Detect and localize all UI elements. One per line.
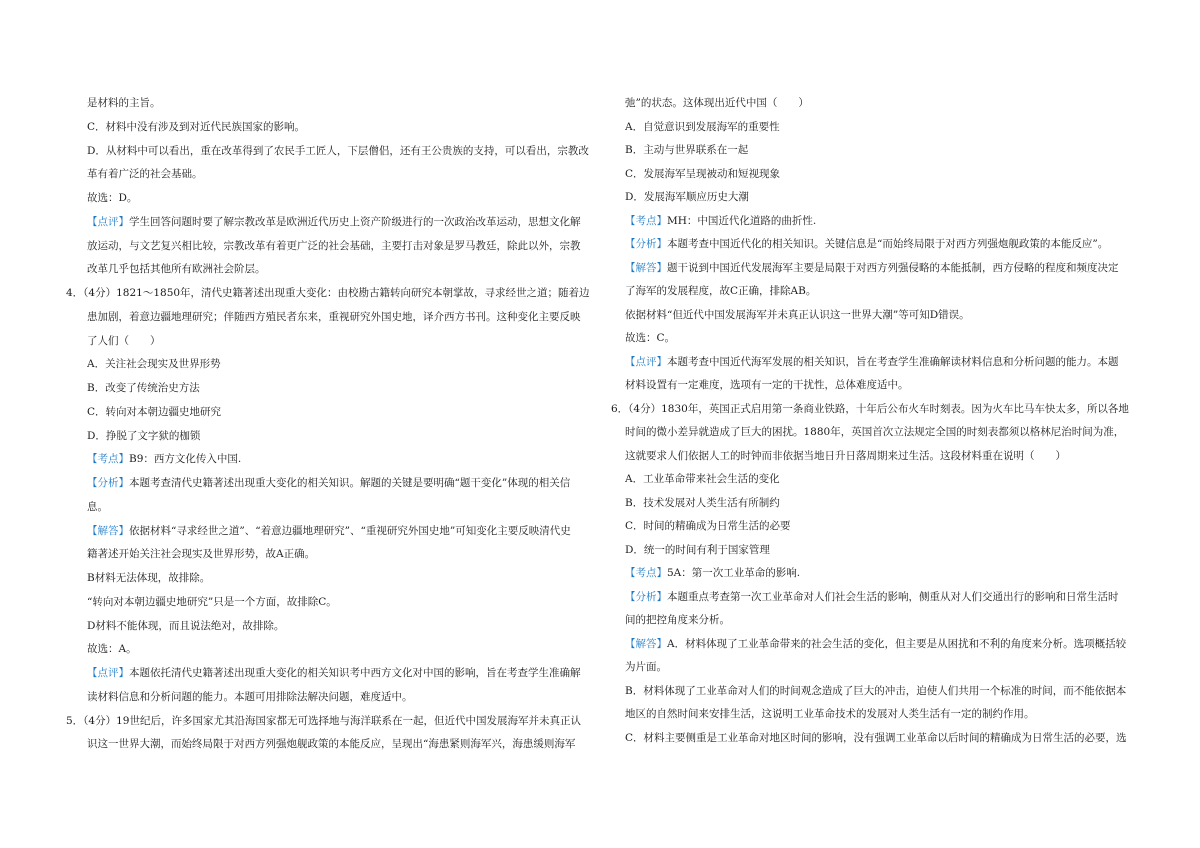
line-text: 读材料信息和分析问题的能力。本题可用排除法解决问题，难度适中。 bbox=[87, 690, 413, 703]
text-line bbox=[625, 167, 1160, 181]
line-text: 是材料的主旨。 bbox=[87, 97, 161, 109]
text-line bbox=[625, 308, 1160, 322]
text-line bbox=[87, 357, 622, 371]
line-text: 依据材料“但近代中国发展海军并未真正认识这一世界大潮”等可知D错误。 bbox=[625, 308, 970, 321]
line-text: B．技术发展对人类生活有所制约 bbox=[625, 496, 780, 509]
text-line bbox=[625, 496, 1160, 510]
text-line bbox=[87, 666, 622, 680]
text-line bbox=[87, 215, 622, 229]
annotation-tag: 【点评】 bbox=[625, 355, 667, 368]
line-text: C．材料中没有涉及到对近代民族国家的影响。 bbox=[87, 120, 306, 133]
line-text: 了海军的发展程度，故C正确，排除AB。 bbox=[625, 285, 817, 297]
text-line bbox=[625, 707, 1160, 721]
text-line bbox=[87, 167, 622, 181]
line-text: 本题依托清代史籍著述出现重大变化的相关知识考中西方文化对中国的影响，旨在考查学生准确解 bbox=[129, 667, 581, 679]
line-text: MH：中国近代化道路的曲折性. bbox=[667, 214, 817, 227]
text-line bbox=[87, 191, 622, 205]
line-text: 地区的自然时间来安排生活，这说明工业革命技术的发展对人类生活有一定的制约作用。 bbox=[625, 708, 1035, 720]
text-line bbox=[87, 452, 622, 466]
text-line bbox=[87, 381, 622, 395]
annotation-tag: 【分析】 bbox=[625, 590, 667, 603]
line-text: 患加剧，着意边疆地理研究；伴随西方殖民者东来，重视研究外国史地，译介西方书刊。这种变化主要反映 bbox=[87, 310, 581, 323]
line-text: A．自觉意识到发展海军的重要性 bbox=[625, 120, 780, 133]
text-line bbox=[625, 378, 1160, 392]
text-line bbox=[625, 590, 1160, 604]
text-line bbox=[87, 690, 622, 704]
line-text: 时间的微小差异就造成了巨大的困扰。1880年，英国首次立法规定全国的时刻表都须以格林尼治时间为准， bbox=[625, 426, 1125, 438]
line-text: C．发展海军呈现被动和短视现象 bbox=[625, 167, 781, 180]
text-line bbox=[625, 613, 1160, 627]
line-text: A．材料体现了工业革命带来的社会生活的变化，但主要是从困扰和不利的角度来分析。选项概括较 bbox=[667, 637, 1127, 650]
text-line bbox=[625, 190, 1160, 204]
text-line bbox=[87, 96, 622, 110]
text-line bbox=[625, 261, 1160, 275]
text-line bbox=[625, 731, 1160, 745]
line-text: 这就要求人们依据人工的时钟而非依据当地日升日落周期来过生活。这段材料重在说明（ ） bbox=[625, 449, 1066, 462]
text-line bbox=[625, 519, 1160, 533]
line-text: D．发展海军顺应历史大潮 bbox=[625, 191, 749, 203]
line-text: 本题考查中国近代海军发展的相关知识，旨在考查学生准确解读材料信息和分析问题的能力。本题 bbox=[667, 355, 1119, 368]
line-text: C．时间的精确成为日常生活的必要 bbox=[625, 520, 791, 532]
text-line bbox=[87, 571, 622, 585]
text-line bbox=[87, 595, 622, 609]
line-text: 为片面。 bbox=[625, 661, 667, 673]
text-line bbox=[625, 637, 1160, 651]
line-text: D．挣脱了文字狱的枷锁 bbox=[87, 429, 201, 442]
line-text: 籍著述开始关注社会现实及世界形势，故A正确。 bbox=[87, 548, 316, 561]
line-text: A．工业革命带来社会生活的变化 bbox=[625, 473, 780, 485]
text-line bbox=[625, 214, 1160, 228]
line-text: 5．（4分）19世纪后，许多国家尤其沿海国家都无可选择地与海洋联系在一起，但近代中国发展海军并未真正认 bbox=[66, 714, 581, 727]
text-line bbox=[87, 262, 622, 276]
annotation-tag: 【分析】 bbox=[625, 238, 667, 250]
text-line bbox=[87, 524, 622, 538]
annotation-tag: 【解答】 bbox=[87, 524, 129, 537]
text-line bbox=[87, 239, 622, 253]
line-text: 故选：A。 bbox=[87, 643, 137, 656]
annotation-tag: 【分析】 bbox=[87, 477, 129, 489]
text-line bbox=[87, 334, 622, 348]
annotation-tag: 【解答】 bbox=[625, 261, 667, 274]
line-text: 5A：第一次工业革命的影响. bbox=[667, 567, 801, 579]
line-text: 依据材料“寻求经世之道”、“着意边疆地理研究”、“重视研究外国史地”可知变化主要反映清代史 bbox=[129, 524, 571, 537]
line-text: A．关注社会现实及世界形势 bbox=[87, 358, 221, 371]
line-text: D．从材料中可以看出，重在改革得到了农民手工匠人，下层僧侣，还有王公贵族的支持，可以看出，宗教改 bbox=[87, 144, 589, 157]
text-line bbox=[625, 120, 1160, 134]
text-line bbox=[625, 284, 1160, 298]
text-line bbox=[625, 449, 1160, 463]
text-line bbox=[87, 619, 622, 633]
line-text: B．材料体现了工业革命对人们的时间观念造成了巨大的冲击，迫使人们共用一个标准的时间，而不能依据本 bbox=[625, 684, 1127, 697]
text-line bbox=[87, 120, 622, 134]
annotation-tag: 【考点】 bbox=[87, 453, 129, 466]
text-line bbox=[87, 476, 622, 490]
line-text: 本题重点考查第一次工业革命对人们社会生活的影响，侧重从对人们交通出行的影响和日常生活时 bbox=[667, 590, 1119, 603]
text-line bbox=[611, 402, 1146, 416]
line-text: C．转向对本朝边疆史地研究 bbox=[87, 405, 222, 418]
line-text: 材料设置有一定难度，选项有一定的干扰性，总体难度适中。 bbox=[625, 379, 909, 391]
text-line bbox=[87, 144, 622, 158]
line-text: 本题考查清代史籍著述出现重大变化的相关知识。解题的关键是要明确“题干变化”体现的相关信 bbox=[129, 477, 571, 489]
line-text: B材料无法体现，故排除。 bbox=[87, 572, 211, 584]
text-line bbox=[625, 472, 1160, 486]
line-text: “转向对本朝边疆史地研究”只是一个方面，故排除C。 bbox=[87, 595, 337, 608]
text-line bbox=[87, 405, 622, 419]
line-text: B9：西方文化传入中国. bbox=[129, 453, 242, 466]
line-text: 故选：D。 bbox=[87, 192, 138, 204]
line-text: 息。 bbox=[87, 500, 108, 513]
text-line bbox=[625, 143, 1160, 157]
line-text: 革有着广泛的社会基础。 bbox=[87, 168, 203, 181]
line-text: 弛”的状态。这体现出近代中国（ ） bbox=[625, 97, 809, 109]
text-line bbox=[87, 642, 622, 656]
line-text: 题干说到中国近代发展海军主要是局限于对西方列强侵略的本能抵制，西方侵略的程度和频度决定 bbox=[667, 261, 1119, 274]
line-text: B．改变了传统治史方法 bbox=[87, 382, 200, 394]
line-text: 本题考查中国近代化的相关知识。关键信息是“而始终局限于对西方列强炮舰政策的本能反应”。 bbox=[667, 238, 1109, 250]
text-line bbox=[625, 684, 1160, 698]
line-text: 学生回答问题时要了解宗教改革是欧洲近代历史上资产阶级进行的一次政治改革运动，思想文化解 bbox=[129, 215, 581, 228]
text-line bbox=[625, 331, 1160, 345]
line-text: 放运动，与文艺复兴相比较，宗教改革有着更广泛的社会基础，主要打击对象是罗马教廷，除此以外，宗教 bbox=[87, 239, 581, 252]
annotation-tag: 【点评】 bbox=[87, 215, 129, 228]
text-line bbox=[625, 355, 1160, 369]
line-text: 6．（4分）1830年，英国正式启用第一条商业铁路，十年后公布火车时刻表。因为火车比马车快太多，所以各地 bbox=[611, 402, 1129, 415]
annotation-tag: 【考点】 bbox=[625, 214, 667, 227]
annotation-tag: 【解答】 bbox=[625, 637, 667, 650]
line-text: D．统一的时间有利于国家管理 bbox=[625, 543, 770, 556]
text-line bbox=[87, 310, 622, 324]
line-text: 故选：C。 bbox=[625, 332, 676, 344]
text-line bbox=[87, 429, 622, 443]
line-text: 识这一世界大潮，而始终局限于对西方列强炮舰政策的本能反应，呈现出“海患紧则海军兴，海患缓则海军 bbox=[87, 738, 576, 751]
text-line bbox=[87, 547, 622, 561]
line-text: 改革几乎包括其他所有欧洲社会阶层。 bbox=[87, 263, 266, 276]
text-line bbox=[625, 237, 1160, 251]
annotation-tag: 【考点】 bbox=[625, 567, 667, 579]
line-text: C．材料主要侧重是工业革命对地区时间的影响，没有强调工业革命以后时间的精确成为日常生活的必要，选 bbox=[625, 731, 1127, 744]
text-line bbox=[66, 714, 601, 728]
line-text: 间的把控角度来分析。 bbox=[625, 614, 730, 626]
text-line bbox=[625, 96, 1160, 110]
text-line bbox=[87, 737, 622, 751]
annotation-tag: 【点评】 bbox=[87, 667, 129, 679]
text-line bbox=[625, 566, 1160, 580]
text-line bbox=[625, 425, 1160, 439]
line-text: B．主动与世界联系在一起 bbox=[625, 144, 749, 156]
line-text: 了人们（ ） bbox=[87, 334, 161, 347]
text-line bbox=[87, 500, 622, 514]
text-line bbox=[66, 286, 601, 300]
text-line bbox=[625, 543, 1160, 557]
text-line bbox=[625, 660, 1160, 674]
line-text: 4．（4分）1821～1850年，清代史籍著述出现重大变化：由校勘古籍转向研究本朝掌故，寻求经世之道；随着边 bbox=[66, 287, 590, 299]
line-text: D材料不能体现，而且说法绝对，故排除。 bbox=[87, 619, 285, 632]
